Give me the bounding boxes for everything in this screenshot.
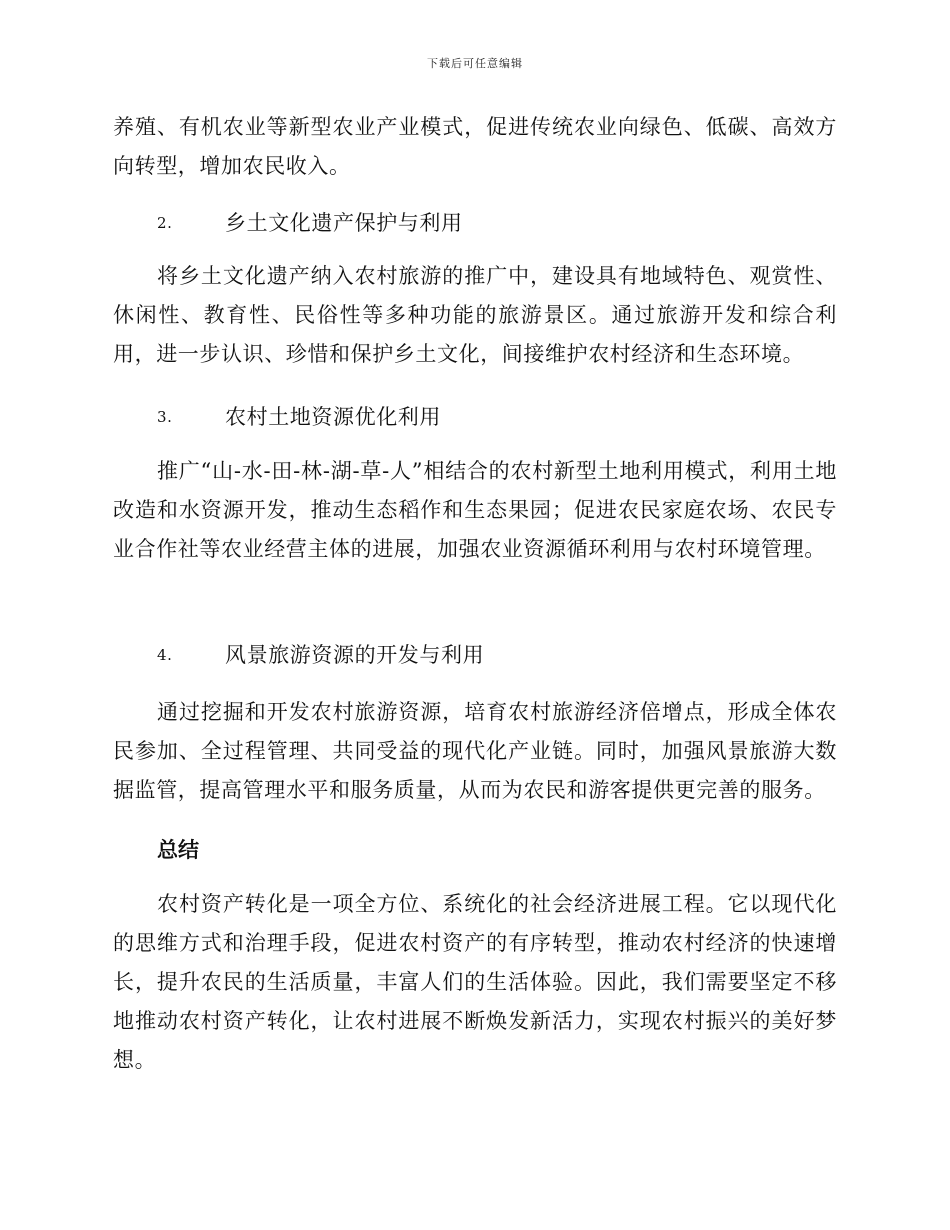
summary-heading: 总结 xyxy=(157,838,199,862)
list-heading-3 xyxy=(157,398,441,437)
list-heading-2 xyxy=(157,204,463,243)
list-number: 4. xyxy=(157,646,173,664)
paragraph-land: 推广“山-水-田-林-湖-草-人”相结合的农村新型土地利用模式，利用土地改造和水资源开发，推动生态稻作和生态果园；促进农民家庭农场、农民专业合作社等农业经营主体的进展，加强农业资源循环利用与农村环境管理。 xyxy=(113,459,837,561)
paragraph-tourism: 通过挖掘和开发农村旅游资源，培育农村旅游经济倍增点，形成全体农民参加、全过程管理、共同受益的现代化产业链。同时，加强风景旅游大数据监管，提高管理水平和服务质量，从而为农民和游客提供更完善的服务。 xyxy=(113,700,837,802)
paragraph-continued: 养殖、有机农业等新型农业产业模式，促进传统农业向绿色、低碳、高效方向转型，增加农民收入。 xyxy=(113,115,837,178)
page-header: 下载后可任意编辑 xyxy=(427,57,523,70)
paragraph-summary: 农村资产转化是一项全方位、系统化的社会经济进展工程。它以现代化的思维方式和治理手段，促进农村资产的有序转型，推动农村经济的快速增长，提升农民的生活质量，丰富人们的生活体验。因此，我们需要坚定不移地推动农村资产转化，让农村进展不断焕发新活力，实现农村振兴的美好梦想。 xyxy=(113,892,837,1072)
list-title: 农村土地资源优化利用 xyxy=(225,405,441,429)
list-title: 风景旅游资源的开发与利用 xyxy=(225,643,485,667)
list-title: 乡土文化遗产保护与利用 xyxy=(225,211,463,235)
list-number: 2. xyxy=(157,214,173,232)
list-heading-4 xyxy=(157,636,484,675)
paragraph-heritage: 将乡土文化遗产纳入农村旅游的推广中，建设具有地域特色、观赏性、休闲性、教育性、民俗性等多种功能的旅游景区。通过旅游开发和综合利用，进一步认识、珍惜和保护乡土文化，间接维护农村经济和生态环境。 xyxy=(113,264,837,366)
list-number: 3. xyxy=(157,408,173,426)
